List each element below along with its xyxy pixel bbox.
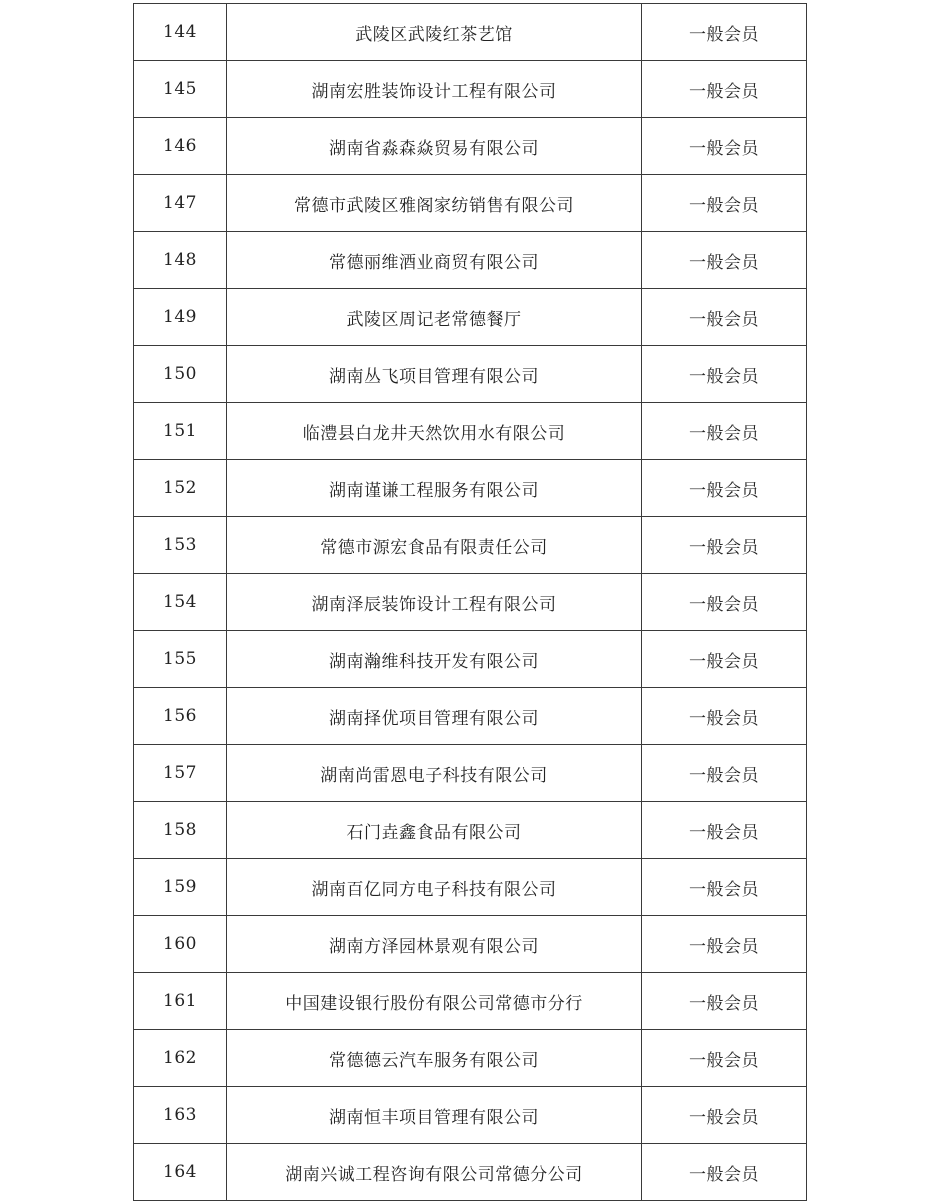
company-name: 中国建设银行股份有限公司常德市分行 xyxy=(227,973,642,1030)
table-row xyxy=(134,973,807,1030)
member-level: 一般会员 xyxy=(642,1144,807,1201)
company-name: 湖南恒丰项目管理有限公司 xyxy=(227,1087,642,1144)
row-number: 157 xyxy=(134,745,227,802)
company-name: 湖南兴诚工程咨询有限公司常德分公司 xyxy=(227,1144,642,1201)
company-name: 湖南择优项目管理有限公司 xyxy=(227,688,642,745)
member-level: 一般会员 xyxy=(642,1030,807,1087)
table-row xyxy=(134,517,807,574)
member-level: 一般会员 xyxy=(642,916,807,973)
member-level: 一般会员 xyxy=(642,175,807,232)
member-level: 一般会员 xyxy=(642,346,807,403)
row-number: 145 xyxy=(134,61,227,118)
row-number: 155 xyxy=(134,631,227,688)
row-number: 159 xyxy=(134,859,227,916)
member-level: 一般会员 xyxy=(642,232,807,289)
member-table-body xyxy=(134,4,807,1201)
row-number: 153 xyxy=(134,517,227,574)
member-level: 一般会员 xyxy=(642,1087,807,1144)
row-number: 152 xyxy=(134,460,227,517)
row-number: 147 xyxy=(134,175,227,232)
company-name: 湖南瀚维科技开发有限公司 xyxy=(227,631,642,688)
member-level: 一般会员 xyxy=(642,61,807,118)
company-name: 常德德云汽车服务有限公司 xyxy=(227,1030,642,1087)
row-number: 146 xyxy=(134,118,227,175)
company-name: 武陵区周记老常德餐厅 xyxy=(227,289,642,346)
table-row xyxy=(134,175,807,232)
company-name: 湖南泽辰装饰设计工程有限公司 xyxy=(227,574,642,631)
table-row xyxy=(134,574,807,631)
row-number: 151 xyxy=(134,403,227,460)
company-name: 临澧县白龙井天然饮用水有限公司 xyxy=(227,403,642,460)
company-name: 常德丽维酒业商贸有限公司 xyxy=(227,232,642,289)
member-level: 一般会员 xyxy=(642,118,807,175)
company-name: 石门垚鑫食品有限公司 xyxy=(227,802,642,859)
company-name: 湖南丛飞项目管理有限公司 xyxy=(227,346,642,403)
member-level: 一般会员 xyxy=(642,802,807,859)
table-row xyxy=(134,460,807,517)
row-number: 160 xyxy=(134,916,227,973)
company-name: 常德市武陵区雅阁家纺销售有限公司 xyxy=(227,175,642,232)
row-number: 162 xyxy=(134,1030,227,1087)
company-name: 湖南省淼森焱贸易有限公司 xyxy=(227,118,642,175)
company-name: 湖南宏胜装饰设计工程有限公司 xyxy=(227,61,642,118)
member-level: 一般会员 xyxy=(642,973,807,1030)
row-number: 163 xyxy=(134,1087,227,1144)
company-name: 湖南方泽园林景观有限公司 xyxy=(227,916,642,973)
table-row xyxy=(134,118,807,175)
row-number: 161 xyxy=(134,973,227,1030)
table-row xyxy=(134,802,807,859)
company-name: 湖南尚雷恩电子科技有限公司 xyxy=(227,745,642,802)
member-level: 一般会员 xyxy=(642,289,807,346)
table-row xyxy=(134,1087,807,1144)
table-row xyxy=(134,61,807,118)
table-row xyxy=(134,1030,807,1087)
table-row xyxy=(134,4,807,61)
member-level: 一般会员 xyxy=(642,4,807,61)
row-number: 148 xyxy=(134,232,227,289)
row-number: 164 xyxy=(134,1144,227,1201)
table-row xyxy=(134,346,807,403)
row-number: 154 xyxy=(134,574,227,631)
company-name: 湖南百亿同方电子科技有限公司 xyxy=(227,859,642,916)
row-number: 158 xyxy=(134,802,227,859)
table-row xyxy=(134,916,807,973)
table-row xyxy=(134,745,807,802)
member-level: 一般会员 xyxy=(642,403,807,460)
member-level: 一般会员 xyxy=(642,574,807,631)
row-number: 156 xyxy=(134,688,227,745)
company-name: 常德市源宏食品有限责任公司 xyxy=(227,517,642,574)
table-row xyxy=(134,688,807,745)
member-level: 一般会员 xyxy=(642,631,807,688)
member-level: 一般会员 xyxy=(642,517,807,574)
table-row xyxy=(134,403,807,460)
table-row xyxy=(134,289,807,346)
company-name: 武陵区武陵红茶艺馆 xyxy=(227,4,642,61)
member-level: 一般会员 xyxy=(642,460,807,517)
table-row xyxy=(134,859,807,916)
table-row xyxy=(134,1144,807,1201)
company-name: 湖南谨谦工程服务有限公司 xyxy=(227,460,642,517)
table-row xyxy=(134,631,807,688)
member-level: 一般会员 xyxy=(642,859,807,916)
member-table xyxy=(133,3,807,1201)
row-number: 149 xyxy=(134,289,227,346)
member-level: 一般会员 xyxy=(642,745,807,802)
table-row xyxy=(134,232,807,289)
row-number: 150 xyxy=(134,346,227,403)
member-level: 一般会员 xyxy=(642,688,807,745)
row-number: 144 xyxy=(134,4,227,61)
